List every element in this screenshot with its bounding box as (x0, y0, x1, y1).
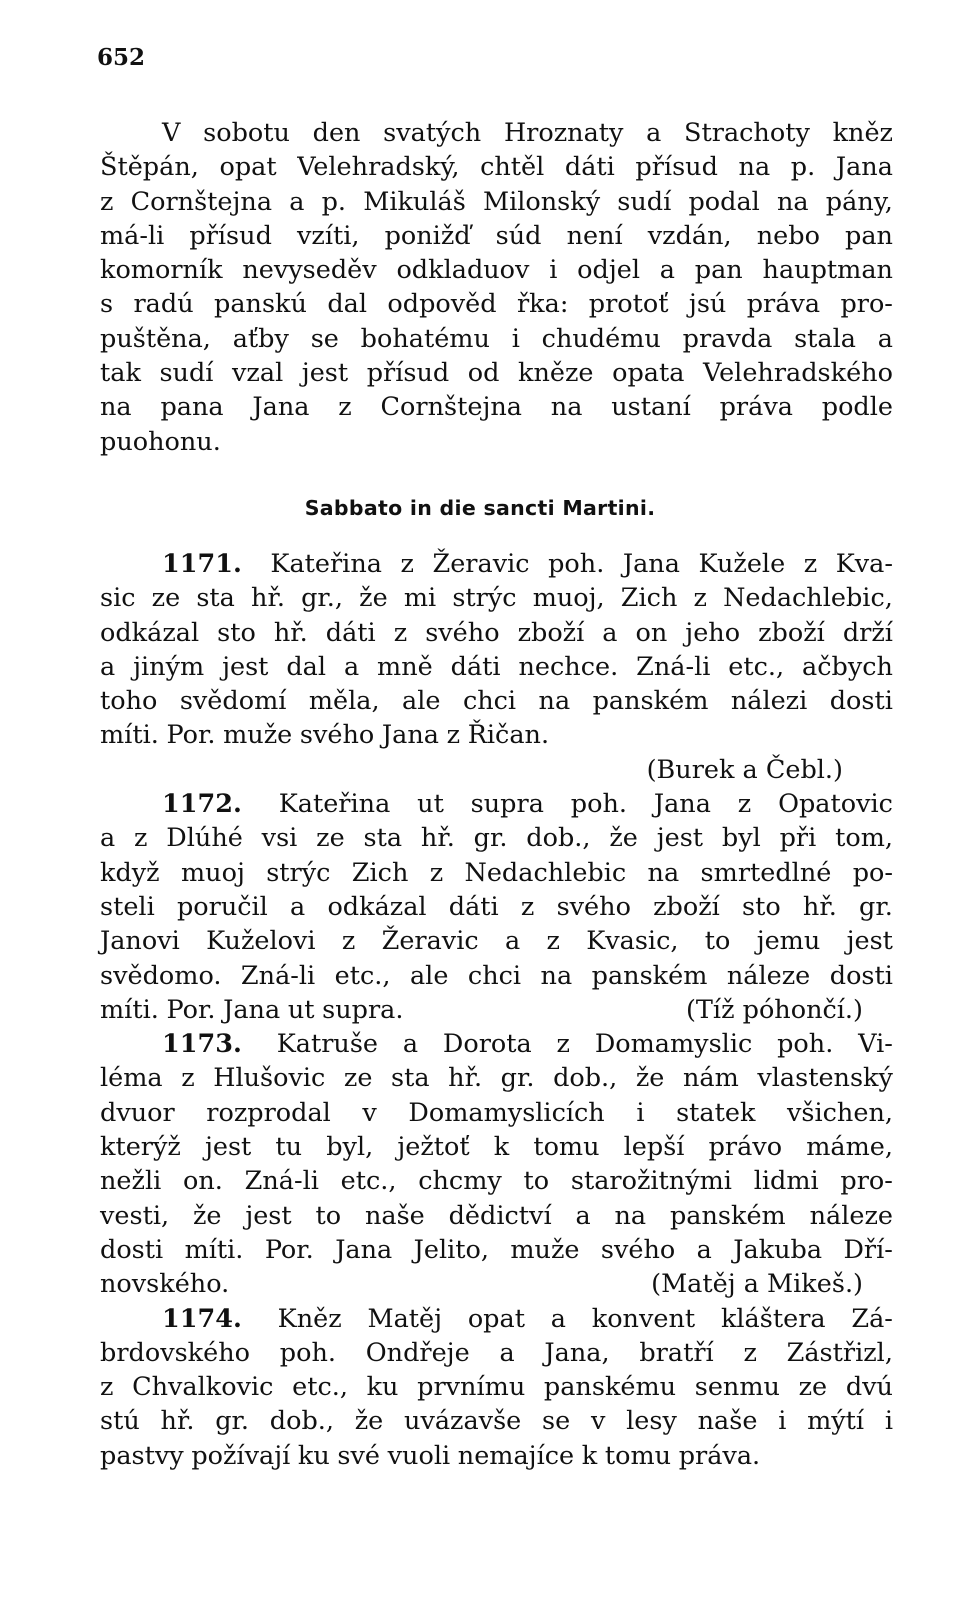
text-line: míti. Por. Jana ut supra. (Tíž póhončí.) (100, 993, 893, 1027)
text-line: z Cornštejna a p. Mikuláš Milonský sudí podal na pány, (100, 186, 893, 217)
text-line: a z Dlúhé vsi ze sta hř. gr. dob., že jest byl při tom, (100, 823, 893, 854)
text-line: když muoj strýc Zich z Nedachlebic na smrtedlné po- (100, 857, 893, 888)
entry-1171 (100, 547, 893, 787)
text-line: novského. (Matěj a Mikeš.) (100, 1267, 893, 1301)
text-line: toho svědomí měla, ale chci na panském nálezi dosti (100, 686, 893, 717)
text-line: na pana Jana z Cornštejna na ustaní práva podle (100, 392, 893, 423)
entry-1172 (100, 787, 893, 1027)
text-line: stú hř. gr. dob., že uvázavše se v lesy naše i mýtí i (100, 1406, 893, 1437)
section-heading: Sabbato in die sancti Martini. (304, 496, 656, 520)
text-line: Štěpán, opat Velehradský, chtěl dáti přísud na p. Jana (100, 152, 893, 183)
text-line: steli poručil a odkázal dáti z svého zboží sto hř. gr. (100, 891, 893, 922)
text-line: s radú panskú dal odpověd řka: protoť jsú práva pro- (100, 289, 893, 320)
witness-note: (Tíž póhončí.) (685, 994, 863, 1025)
entry-number: 1171. (162, 549, 242, 579)
entry-first-line: 1174. Kněz Matěj opat a konvent kláštera Zá- (100, 1302, 893, 1336)
text-line: Janovi Kuželovi z Žeravic a z Kvasic, to jemu jest (100, 926, 893, 957)
entry-number: 1174. (162, 1303, 242, 1334)
entries-block (100, 547, 893, 1473)
text-line: a jiným jest dal a mně dáti nechce. Zná-li etc., ačbych (100, 651, 893, 682)
text-line: odkázal sto hř. dáti z svého zboží a on jeho zboží drží (100, 617, 893, 648)
entry-first-line: 1171. Kateřina z Žeravic poh. Jana Kužele z Kva- (100, 547, 893, 581)
text-line: puštěna, aťby se bohatému i chudému pravda stala a (100, 323, 893, 354)
paragraph-intro (100, 116, 893, 459)
text-line: má-li přísud vzíti, ponižď súd není vzdán, nebo pan (100, 220, 893, 251)
text-line: tak sudí vzal jest přísud od kněze opata Velehradského (100, 358, 893, 389)
entry-number: 1172. (162, 789, 242, 820)
text-line: dvuor rozprodal v Domamyslicích i statek všichen, (100, 1097, 893, 1128)
witness-note: (Burek a Čebl.) (646, 754, 843, 785)
text-line: míti. Por. muže svého Jana z Řičan. (100, 720, 550, 751)
text-line: komorník nevyseděv odkladuov i odjel a pan hauptman (100, 255, 893, 286)
text-line: sic ze sta hř. gr., že mi strýc muoj, Zich z Nedachlebic, (100, 583, 893, 614)
text-line: V sobotu den svatých Hroznaty a Strachoty kněz (162, 118, 893, 148)
text-line: léma z Hlušovic ze sta hř. gr. dob., že nám vlastenský (100, 1063, 893, 1094)
entry-number: 1173. (162, 1029, 242, 1060)
entry-1173 (100, 1027, 893, 1301)
text-line: puohonu. (100, 426, 221, 457)
text-line: dosti míti. Por. Jana Jelito, muže svého a Jakuba Dří- (100, 1234, 893, 1265)
text-line: nežli on. Zná-li etc., chcmy to starožitnými lidmi pro- (100, 1166, 893, 1197)
entry-first-line: 1173. Katruše a Dorota z Domamyslic poh. Vi- (100, 1027, 893, 1061)
text-line: svědomo. Zná-li etc., ale chci na panském náleze dosti (100, 960, 893, 991)
text-line: vesti, že jest to naše dědictví a na panském náleze (100, 1200, 893, 1231)
entry-1174 (100, 1302, 893, 1473)
entry-first-line: 1172. Kateřina ut supra poh. Jana z Opatovic (100, 787, 893, 821)
text-line: z Chvalkovic etc., ku prvnímu panskému senmu ze dvú (100, 1372, 893, 1403)
text-line: kterýž jest tu byl, ježtoť k tomu lepší právo máme, (100, 1132, 893, 1163)
text-line: brdovského poh. Ondřeje a Jana, bratří z Zástřizl, (100, 1337, 893, 1368)
page-number: 652 (97, 44, 146, 71)
witness-note: (Matěj a Mikeš.) (651, 1269, 863, 1300)
text-line: pastvy požívají ku své vuoli nemajíce k tomu práva. (100, 1440, 761, 1471)
